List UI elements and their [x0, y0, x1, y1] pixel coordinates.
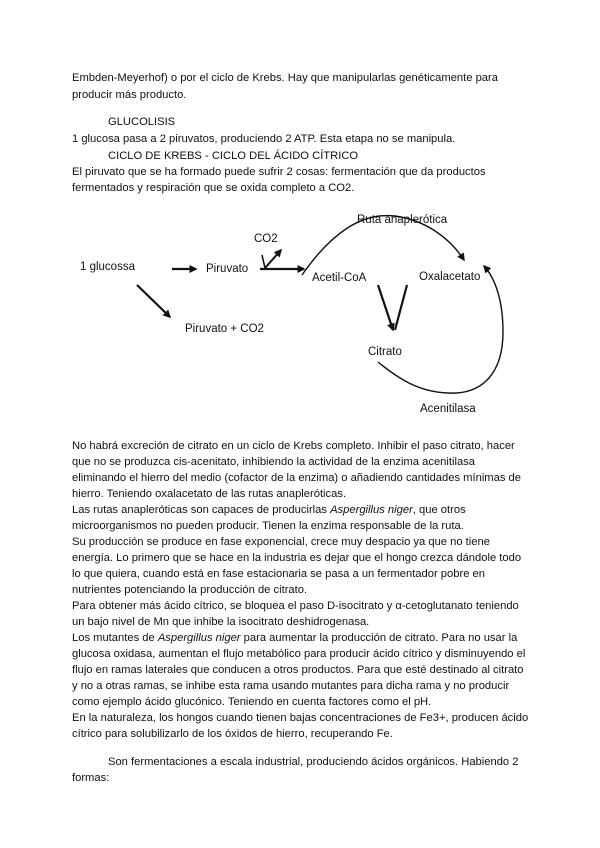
- krebs-heading: CICLO DE KREBS - CICLO DEL ÁCIDO CÍTRICO: [108, 150, 359, 162]
- arrow-co2-release: [265, 250, 281, 268]
- p1-line-2: que no se produzca cis-acenitato, inhibiendo la actividad de la enzima acenitilasa: [72, 456, 476, 468]
- label-pyruvate: Piruvato: [206, 263, 249, 275]
- p3-line-1: Su producción se produce en fase exponencial, crece muy despacio ya que no tiene: [72, 536, 490, 548]
- p3-line-4: nutrientes potenciando la producción de citrato.: [72, 584, 308, 596]
- p2-line-1: [72, 502, 466, 518]
- p5-line-3: flujo en ramas laterales que conducen a otros productos. Para que esté destinado al citrato: [72, 664, 524, 676]
- species-name: Aspergillus niger: [330, 504, 413, 516]
- p5-line-4: y no a otras ramas, se inhibe esta rama usando mutantes para dicha rama y no producir: [72, 680, 510, 692]
- label-acetyl-coa: Acetil-CoA: [312, 272, 367, 284]
- p6-line-2: cítrico para solubilizarlo de los óxidos de hierro, recuperando Fe.: [72, 728, 393, 740]
- label-glucose: 1 glucossa: [80, 261, 135, 273]
- p3-line-2: energía. Lo primero que se hace en la industria es dejar que el hongo crezca dándole todo: [72, 552, 522, 564]
- label-pyruvate-co2: Piruvato + CO2: [185, 323, 264, 335]
- arrow-co2-split: [262, 255, 265, 268]
- krebs-line-1: El piruvato que se ha formado puede sufrir 2 cosas: fermentación que da productos: [72, 166, 486, 178]
- p6-line-1: En la naturaleza, los hongos cuando tienen bajas concentraciones de Fe3+, producen ácido: [72, 712, 529, 724]
- glucolisis-text: 1 glucosa pasa a 2 piruvatos, produciendo 2 ATP. Esta etapa no se manipula.: [72, 133, 456, 145]
- p4-line-2: un bajo nivel de Mn que inhibe la isocitrato deshidrogenasa.: [72, 616, 370, 628]
- arrow-aconitase-loop: [378, 266, 503, 393]
- p4-line-1: Para obtener más ácido cítrico, se bloquea el paso D-isocitrato y α-cetoglutanato teniendo: [72, 600, 519, 612]
- intro-line-1: Embden-Meyerhof) o por el ciclo de Krebs. Hay que manipularlas genéticamente para: [72, 72, 498, 84]
- p2-line-2: microorganismos no pueden producir. Tienen la enzima responsable de la ruta.: [72, 520, 464, 532]
- p5-line-1a: Los mutantes de: [72, 632, 158, 644]
- label-anaplerotic: Ruta anaplerótica: [357, 214, 448, 226]
- p1-line-4: hierro. Teniendo oxalacetato de las rutas anapleróticas.: [72, 488, 347, 500]
- intro-line-2: producir más producto.: [72, 89, 187, 101]
- arrow-oxaloacetate-citrate: [395, 285, 407, 330]
- glucolisis-heading: GLUCOLISIS: [108, 116, 176, 128]
- krebs-line-2: fermentados y respiración que se oxida completo a CO2.: [72, 182, 355, 194]
- p5-line-1b: para aumentar la producción de citrato. Para no usar la: [240, 632, 518, 644]
- p3-line-3: lo que quiera, cuando está en fase estacionaria se pasa a un fermentador pobre en: [72, 568, 485, 580]
- p1-line-3: eliminando el hierro del medio (cofactor de la enzima) o añadiendo cantidades mínimas de: [72, 472, 521, 484]
- p2-line-1b: , que otros: [412, 504, 466, 516]
- label-oxaloacetate: Oxalacetato: [419, 271, 481, 283]
- p7-line-1: Son fermentaciones a escala industrial, produciendo ácidos orgánicos. Habiendo 2: [108, 756, 519, 768]
- label-aconitase: Acenitilasa: [420, 403, 476, 415]
- label-co2: CO2: [254, 233, 278, 245]
- p7-line-2: formas:: [72, 772, 110, 784]
- p5-line-1: [72, 630, 517, 646]
- arrow-glucose-pyruvate-co2: [137, 285, 170, 317]
- label-citrate: Citrato: [368, 346, 402, 358]
- p1-line-1: No habrá excreción de citrato en un ciclo de Krebs completo. Inhibir el paso citrato, hacer: [72, 440, 515, 452]
- p2-line-1a: Las rutas anapleróticas son capaces de producirlas: [72, 504, 331, 516]
- p5-line-2: glucosa oxidasa, aumentan el flujo metabólico para producir ácido cítrico y disminuyendo el: [72, 648, 526, 660]
- p5-line-5: como ejemplo ácido glucónico. Teniendo en cuenta factores como el pH.: [72, 696, 432, 708]
- species-name: Aspergillus niger: [157, 632, 241, 644]
- arrow-acetylcoa-citrate: [378, 285, 393, 330]
